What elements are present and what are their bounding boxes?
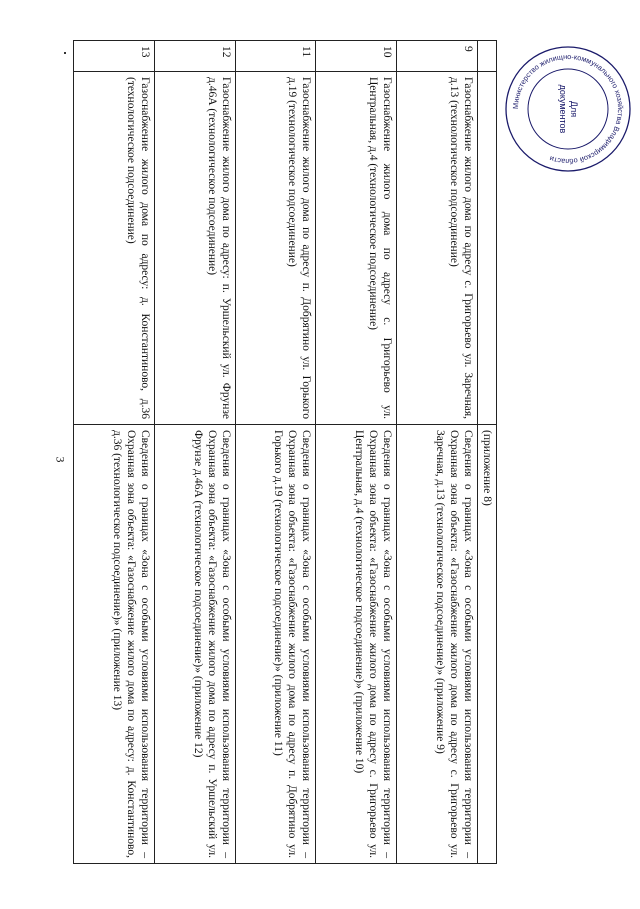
object-name: Газоснабжение жилого дома по адресу: д. Константиново, д.36 (технологическое подсоединение) [74,72,155,425]
table-row [154,41,235,864]
row-number: 9 [397,41,478,72]
speck [64,52,66,54]
table-row-continuation [478,41,497,864]
object-name: Газоснабжение жилого дома по адресу п. Добрятино ул. Горького д.19 (технологическое подсоединение) [235,72,316,425]
table-row [235,41,316,864]
info-cell: (приложение 8) [478,425,497,864]
row-number: 11 [235,41,316,72]
stamp-center-line1: Для [569,100,579,118]
zone-info: Сведения о границах «Зона с особыми условиями использования территории – Охранная зона объекта: «Газоснабжение жилого дома по адресу: д. Константиново, д.36 (технологическое подсоединение)» (приложение 13) [74,425,155,864]
document-page [73,40,497,864]
table-row [316,41,397,864]
stamp-ring-text: Министерство жилищно-коммунального хозяйства Владимирской области [510,51,626,167]
object-name: Газоснабжение жилого дома по адресу с. Григорьево ул. Заречная, д.13 (технологическое подсоединение) [397,72,478,425]
stamp-center [503,44,633,174]
table-page-rotated [73,40,497,864]
zone-info: Сведения о границах «Зона с особыми условиями использования территории – Охранная зона объекта: «Газоснабжение жилого дома по адресу п. Добрятино ул. Горького д.19 (технологическое подсоединение)» (приложение 11) [235,425,316,864]
table-row [397,41,478,864]
row-number: 13 [74,41,155,72]
zone-info: Сведения о границах «Зона с особыми условиями использования территории – Охранная зона объекта: «Газоснабжение жилого дома по адресу с. Григорьево ул. Центральная, д.4 (технологическое подсоединение)» (приложение 10) [316,425,397,864]
stamp-center-line2: документов [558,84,568,134]
object-cell [478,72,497,425]
page-number: 3 [53,456,68,463]
zones-table [73,40,497,864]
zone-info: Сведения о границах «Зона с особыми условиями использования территории – Охранная зона объекта: «Газоснабжение жилого дома по адресу п. Уршельский ул. Фрунзе д.46А (технологическое подсоединение)» (приложение 12) [154,425,235,864]
table-row [74,41,155,864]
row-number: 12 [154,41,235,72]
object-name: Газоснабжение жилого дома по адресу: п. Уршельский ул. Фрунзе д.46А (технологическое подсоединение) [154,72,235,425]
official-stamp [503,44,633,174]
num-cell [478,41,497,72]
object-name: Газоснабжение жилого дома по адресу с. Григорьево ул. Центральная, д.4 (технологическое подсоединение) [316,72,397,425]
zone-info: Сведения о границах «Зона с особыми условиями использования территории – Охранная зона объекта: «Газоснабжение жилого дома по адресу с. Григорьево ул. Заречная, д.13 (технологическое подсоединение)» (приложение 9) [397,425,478,864]
row-number: 10 [316,41,397,72]
